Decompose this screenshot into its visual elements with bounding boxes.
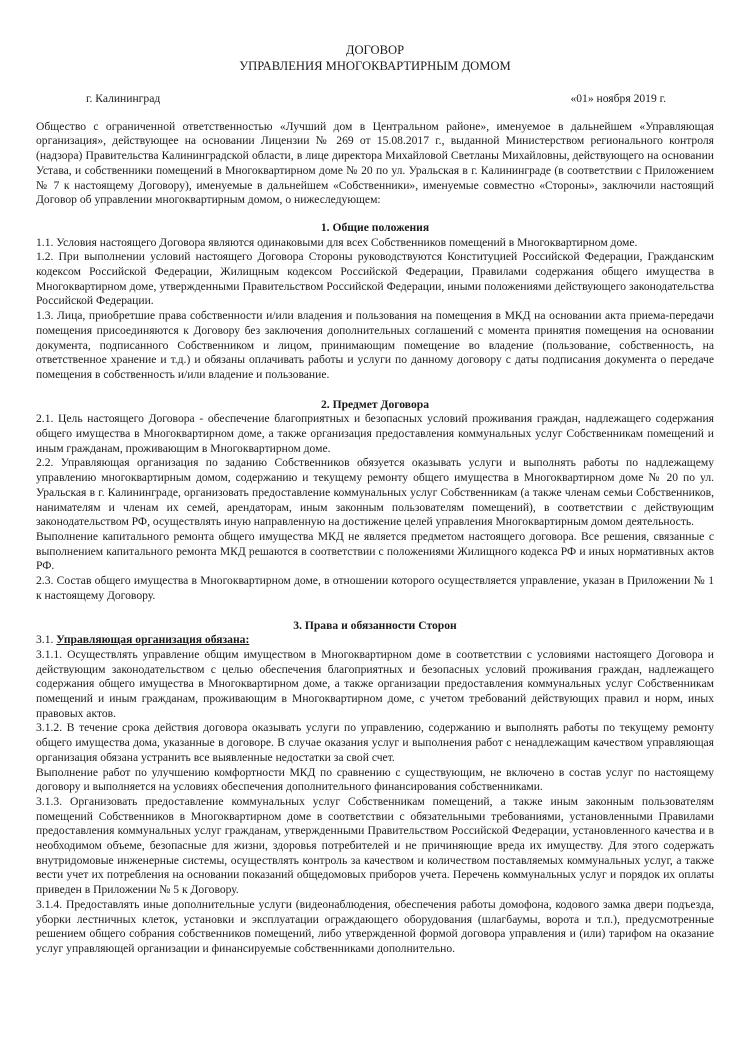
section-spacer <box>36 604 714 619</box>
clause-3-1-heading <box>36 633 714 648</box>
document-subtitle: УПРАВЛЕНИЯ МНОГОКВАРТИРНЫМ ДОМОМ <box>239 59 511 73</box>
preamble-paragraph: Общество с ограниченной ответственностью «Лучший дом в Центральном районе», именуемое в дальнейшем «Управляющая организация», действующее на основании Лицензии № 269 от 15.08.2017 г., выданной Министерством регионального контроля (надзора) Правительства Калининградской области, в лице директора Михайловой Светланы Михайловны, действующего на основании Устава, и собственники помещений в Многоквартирном доме № 20 по ул. Уральская в г. Калининграде (в соответствии с Приложением № 7 к настоящему Договору), именуемые в дальнейшем «Собственники», именуемые совместно «Стороны», заключили настоящий Договор об управлении многоквартирным домом, о нижеследующем: <box>36 119 714 207</box>
clause-2-2-note: Выполнение капитального ремонта общего имущества МКД не является предметом настоящего договора. Все решения, связанные с выполнением капитального ремонта МКД решаются в соответствии с положениями Жилищного кодекса РФ и иных нормативных актов РФ. <box>36 529 714 573</box>
section-spacer <box>36 383 714 398</box>
clause-3-1-3: 3.1.3. Организовать предоставление коммунальных услуг Собственникам помещений, а также иным законным пользователям помещений Собственников в Многоквартирном доме в соответствии с обязательными требованиями, установленными Правилами предоставления коммунальных услуг гражданам, утвержденными Правительством Российской Федерации, установленного качества и в необходимом объеме, безопасные для жизни, здоровья потребителей и не причиняющие вреда их имуществу. Для этого содержать внутридомовые инженерные системы, осуществлять контроль за качеством и количеством поставляемых коммунальных услуг, а также вести учет их потребления на основании показаний общедомовых приборов учета. Перечень коммунальных услуг и порядок их оплаты приведен в Приложении № 5 к Договору. <box>36 794 714 897</box>
place-date-row <box>86 92 666 107</box>
clause-1-2: 1.2. При выполнении условий настоящего Договора Стороны руководствуются Конституцией Российской Федерации, Гражданским кодексом Российской Федерации, Жилищным кодексом Российской Федерации, Правилами содержания общего имущества в Многоквартирном доме, утвержденными Правительством Российской Федерации, иными положениями действующего законодательства Российской Федерации. <box>36 250 714 308</box>
clause-3-1-1: 3.1.1. Осуществлять управление общим имуществом в Многоквартирном доме в соответствии с условиями настоящего Договора и действующим законодательством с целью обеспечения благоприятных и безопасных условий проживания граждан, надлежащего содержания общего имущества в Многоквартирном доме, а также организации предоставления коммунальных услуг Собственникам помещений и иным гражданам, проживающим в Многоквартирном доме, с учетом требований действующих правил и норм, иных правовых актов. <box>36 647 714 720</box>
city-label: г. Калининград <box>86 92 161 105</box>
document-title: ДОГОВОР <box>345 43 405 57</box>
clause-1-3: 1.3. Лица, приобретшие права собственности и/или владения и пользования на помещения в МКД на основании акта приема-передачи помещения присоединяются к Договору без заключения дополнительных соглашений с момента принятия помещения на основании документа, подписанного Собственником и лицом, принимающим помещение во владение (пользование, собственность, на ответственное хранение и т.д.) и обязаны оплачивать работы и услуги по данному договору с даты подписания документа о передаче помещения в собственность и/или владение и пользование. <box>36 309 714 381</box>
section-3-heading: 3. Права и обязанности Сторон <box>293 618 457 632</box>
contract-date: «01» ноября 2019 г. <box>570 92 666 105</box>
clause-1-1: 1.1. Условия настоящего Договора являются одинаковыми для всех Собственников помещений в Многоквартирном доме. <box>36 235 638 249</box>
clause-3-1-title: Управляющая организация обязана: <box>56 633 250 647</box>
clause-3-1-2-note: Выполнение работ по улучшению комфортности МКД по сравнению с существующим, не включено в состав услуг по настоящему договору и выполняется на условиях обеспечения дополнительного финансирования собственниками. <box>36 765 714 794</box>
clause-3-1-4: 3.1.4. Предоставлять иные дополнительные услуги (видеонаблюдения, обеспечения работы домофона, кодового замка двери подъезда, уборки лестничных клеток, установки и эксплуатации ограждающего оборудования (шлагбаумы, ворота и т.п.), предусмотренные решением общего собрания собственников помещений, либо утвержденной формой договора управления и (или) тарифом на оказание услуг управляющей организации и финансируемые собственниками дополнительно. <box>36 897 714 955</box>
clause-3-1-2: 3.1.2. В течение срока действия договора оказывать услуги по управлению, содержанию и выполнять работы по текущему ремонту общего имущества дома, указанные в договоре. В случае оказания услуг и выполнения работ с ненадлежащим качеством управляющая организация обязана устранить все выявленные недостатки за свой счет. <box>36 721 714 764</box>
clause-2-2: 2.2. Управляющая организация по заданию Собственников обязуется оказывать услуги и выполнять работы по надлежащему управлению многоквартирным домом, содержанию и текущему ремонту общего имущества в Многоквартирном доме № 20 по ул. Уральская в г. Калининграде, организовать предоставление коммунальных услуг Собственникам (а также членам семьи Собственников, нанимателям и членам их семей, арендаторам, иным законным пользователям помещений), в соответствии с действующим законодательством РФ, осуществлять иную направленную на достижение целей управления Многоквартирным домом деятельность. <box>36 456 714 529</box>
section-2-heading: 2. Предмет Договора <box>320 397 430 411</box>
section-1-heading: 1. Общие положения <box>320 220 430 234</box>
clause-2-3: 2.3. Состав общего имущества в Многоквартирном доме, в отношении которого осуществляется управление, указан в Приложении № 1 к настоящему Договору. <box>36 574 714 602</box>
clause-2-1: 2.1. Цель настоящего Договора - обеспечение благоприятных и безопасных условий проживания граждан, надлежащего содержания общего имущества в Многоквартирном доме, а также организация предоставления коммунальных услуг Собственникам помещений и иным гражданам, проживающим в Многоквартирном доме. <box>36 412 714 455</box>
clause-3-1-number: 3.1. <box>36 633 54 647</box>
